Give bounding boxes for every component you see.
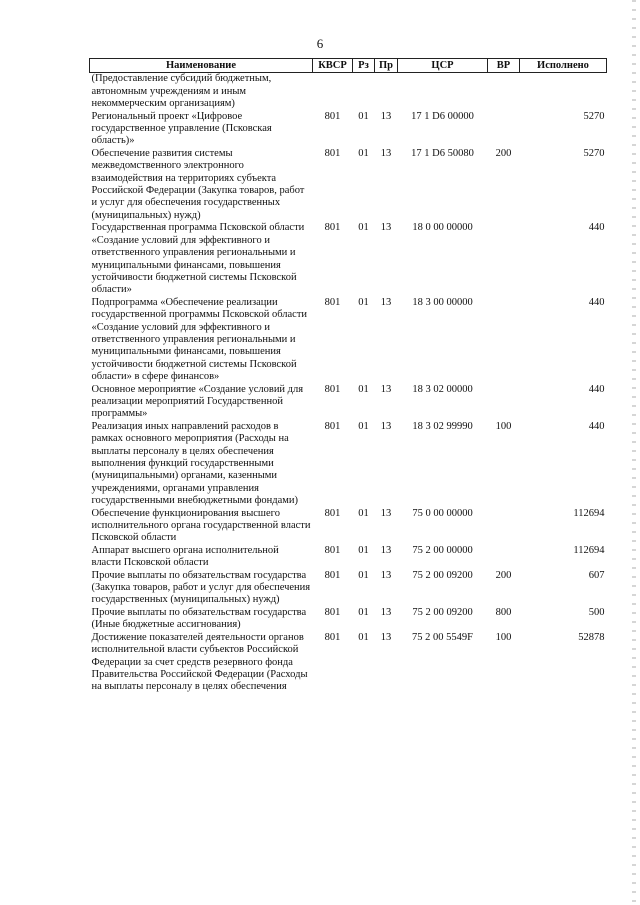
table-row — [90, 111, 607, 148]
cell-csr: 18 3 02 99990 — [412, 420, 473, 432]
cell-rz: 01 — [358, 631, 369, 643]
header-csr: ЦСР — [398, 59, 488, 73]
cell-name: Достижение показателей деятельности органов исполнительной власти субъектов Российской Федерации за счет средств резервного фонда Правительства Российской Федерации (Расходы на выплаты персоналу в целях обеспечения — [91, 631, 308, 693]
table-row — [90, 297, 607, 384]
cell-pr: 13 — [380, 507, 392, 519]
cell-kvsr: 801 — [324, 222, 341, 234]
cell-vr: 100 — [495, 420, 512, 432]
cell-pr: 13 — [380, 631, 392, 643]
header-name: Наименование — [90, 59, 313, 73]
cell-rz: 01 — [358, 296, 369, 308]
cell-executed: 607 — [588, 569, 605, 581]
header-executed: Исполнено — [520, 59, 607, 73]
cell-name: Подпрограмма «Обеспечение реализации государственной программы Псковской области «Создание условий для эффективного и ответственного управления региональными и муниципальными финансами, повышения устойчивости бюджетной системы Псковской области» в сфере финансов» — [91, 296, 308, 383]
table-row — [90, 222, 607, 296]
cell-vr — [488, 545, 520, 570]
cell-vr — [488, 222, 520, 296]
cell-pr: 13 — [380, 606, 392, 618]
cell-csr: 75 2 00 5549F — [412, 631, 473, 643]
cell-kvsr: 801 — [324, 147, 341, 159]
cell-name: Аппарат высшего органа исполнительной власти Псковской области — [91, 544, 279, 569]
cell-pr: 13 — [380, 147, 392, 159]
cell-pr: 13 — [380, 544, 392, 556]
cell-rz: 01 — [358, 420, 369, 432]
cell-vr — [488, 297, 520, 384]
cell-name: Региональный проект «Цифровое государственное управление (Псковская область)» — [91, 110, 272, 147]
cell-pr: 13 — [380, 383, 392, 395]
cell-name: Государственная программа Псковской области «Создание условий для эффективного и ответственного управления региональными и муниципальными финансами, повышения устойчивости бюджетной системы Псковской области» — [91, 222, 305, 296]
table-row — [90, 73, 607, 111]
cell-executed: 5270 — [583, 110, 605, 122]
table-row — [90, 384, 607, 421]
cell-csr: 18 3 02 00000 — [412, 383, 473, 395]
cell-kvsr: 801 — [324, 110, 341, 122]
cell-vr — [488, 73, 520, 111]
cell-csr: 75 2 00 09200 — [412, 606, 473, 618]
cell-rz: 01 — [358, 110, 369, 122]
cell-csr: 75 2 00 00000 — [412, 544, 473, 556]
cell-name: Обеспечение функционирования высшего исполнительного органа государственной власти Псковской области — [91, 507, 311, 544]
cell-rz: 01 — [358, 222, 369, 234]
cell-vr: 200 — [495, 147, 512, 159]
cell-name: Прочие выплаты по обязательствам государства (Закупка товаров, работ и услуг для обеспечения государственных (муниципальных) нужд) — [91, 569, 311, 606]
cell-csr — [398, 73, 488, 111]
table-row — [90, 570, 607, 607]
cell-executed — [520, 73, 607, 111]
cell-kvsr: 801 — [324, 544, 341, 556]
cell-csr: 17 1 D6 50080 — [411, 147, 474, 159]
cell-vr — [488, 384, 520, 421]
cell-kvsr: 801 — [324, 383, 341, 395]
cell-kvsr — [313, 73, 353, 111]
header-vr: ВР — [488, 59, 520, 73]
cell-executed: 52878 — [578, 631, 605, 643]
cell-kvsr: 801 — [324, 296, 341, 308]
page-number: 6 — [316, 36, 324, 51]
table-row — [90, 545, 607, 570]
cell-rz: 01 — [358, 569, 369, 581]
cell-kvsr: 801 — [324, 631, 341, 643]
table-body — [90, 73, 607, 694]
cell-name: Основное мероприятие «Создание условий для реализации мероприятий Государственной программы» — [91, 383, 304, 420]
cell-vr — [488, 508, 520, 545]
cell-pr: 13 — [380, 420, 392, 432]
cell-vr: 200 — [495, 569, 512, 581]
cell-pr: 13 — [380, 296, 392, 308]
cell-rz — [353, 73, 375, 111]
cell-executed: 500 — [588, 606, 605, 618]
cell-executed: 440 — [588, 296, 605, 308]
budget-execution-table — [89, 58, 607, 694]
cell-kvsr: 801 — [324, 420, 341, 432]
cell-executed: 112694 — [573, 544, 605, 556]
cell-vr: 800 — [495, 606, 512, 618]
cell-csr: 18 0 00 00000 — [412, 222, 473, 234]
cell-kvsr: 801 — [324, 569, 341, 581]
table-row — [90, 632, 607, 694]
cell-rz: 01 — [358, 606, 369, 618]
cell-csr: 18 3 00 00000 — [412, 296, 473, 308]
table-row — [90, 508, 607, 545]
table-row — [90, 148, 607, 222]
cell-pr: 13 — [380, 110, 392, 122]
cell-name: (Предоставление субсидий бюджетным, автономным учреждениям и иным некоммерческим организациям) — [91, 73, 272, 110]
table-row — [90, 607, 607, 632]
cell-pr: 13 — [380, 222, 392, 234]
cell-kvsr: 801 — [324, 606, 341, 618]
cell-csr: 17 1 D6 00000 — [411, 110, 474, 122]
cell-rz: 01 — [358, 507, 369, 519]
scan-edge-marks — [632, 0, 636, 905]
cell-pr — [375, 73, 398, 111]
cell-executed: 440 — [588, 420, 605, 432]
cell-name: Обеспечение развития системы межведомственного электронного взаимодействия на территориях субъекта Российской Федерации (Закупка товаров, работ и услуг для обеспечения государственных (муниципальных) нужд) — [91, 147, 305, 221]
cell-name: Реализация иных направлений расходов в рамках основного мероприятия (Расходы на выплаты персоналу в целях обеспечения выполнения функций государственными (муниципальными) органами, казенными учреждениями, органами управления государственными внебюджетными фондами) — [91, 420, 299, 507]
cell-csr: 75 2 00 09200 — [412, 569, 473, 581]
header-pr: Пр — [375, 59, 398, 73]
cell-vr: 100 — [495, 631, 512, 643]
table-header-row — [90, 59, 607, 73]
cell-vr — [488, 111, 520, 148]
cell-executed: 440 — [588, 222, 605, 234]
cell-pr: 13 — [380, 569, 392, 581]
header-kvsr: КВСР — [313, 59, 353, 73]
cell-executed: 112694 — [573, 507, 605, 519]
cell-rz: 01 — [358, 383, 369, 395]
cell-rz: 01 — [358, 544, 369, 556]
table-row — [90, 421, 607, 508]
cell-executed: 440 — [588, 383, 605, 395]
cell-kvsr: 801 — [324, 507, 341, 519]
cell-name: Прочие выплаты по обязательствам государства (Иные бюджетные ассигнования) — [91, 606, 307, 631]
cell-csr: 75 0 00 00000 — [412, 507, 473, 519]
cell-rz: 01 — [358, 147, 369, 159]
cell-executed: 5270 — [583, 147, 605, 159]
header-rz: Рз — [353, 59, 375, 73]
